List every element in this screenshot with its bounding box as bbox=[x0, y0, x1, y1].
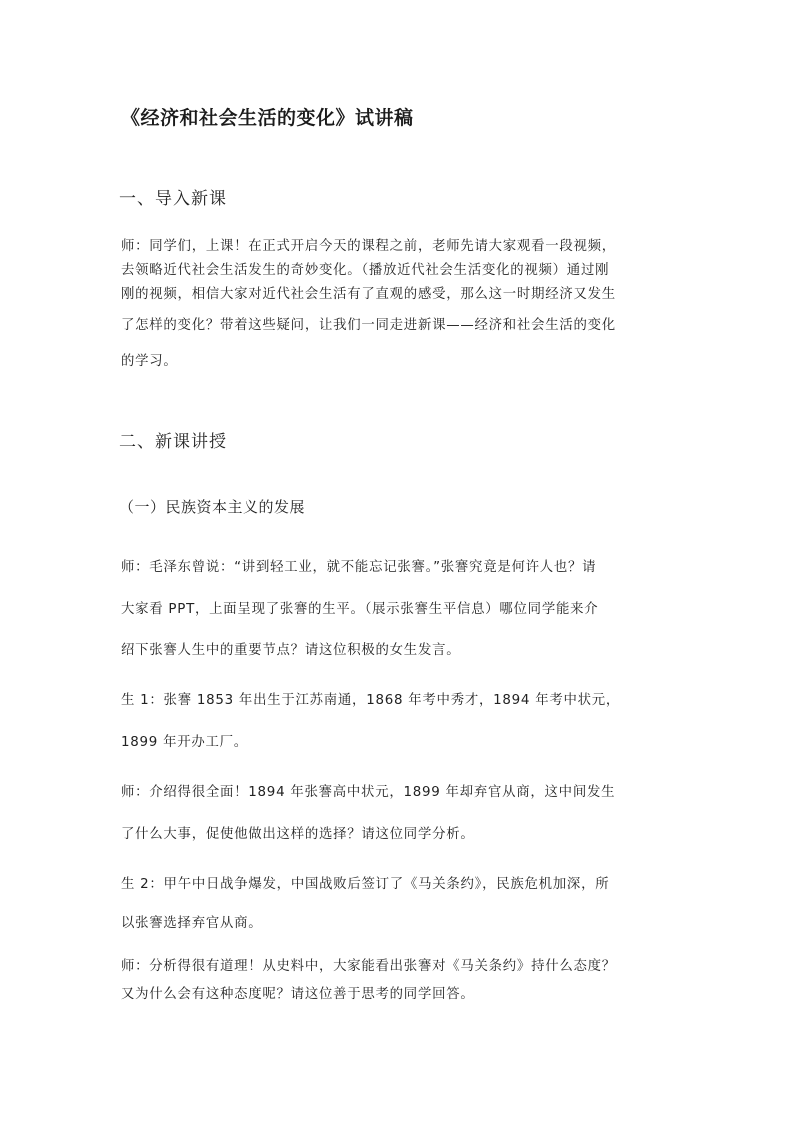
paragraph-line: 绍下张謇人生中的重要节点？请这位积极的女生发言。 bbox=[121, 643, 461, 658]
paragraph-line: 生 1：张謇 1853 年出生于江苏南通，1868 年考中秀才，1894 年考中状元， bbox=[121, 693, 621, 708]
paragraph-line: 以张謇选择弃官从商。 bbox=[121, 916, 263, 931]
paragraph-line: 师：毛泽东曾说：“讲到轻工业，就不能忘记张謇。”张謇究竟是何许人也？请 bbox=[121, 560, 597, 575]
paragraph-line: 了什么大事，促使他做出这样的选择？请这位同学分析。 bbox=[121, 827, 475, 842]
paragraph-line: 刚的视频，相信大家对近代社会生活有了直观的感受，那么这一时期经济又发生 bbox=[121, 287, 616, 302]
section-heading-intro: 一、导入新课 bbox=[119, 189, 227, 209]
document-title: 《经济和社会生活的变化》试讲稿 bbox=[121, 107, 414, 129]
paragraph-line: 又为什么会有这种态度呢？请这位善于思考的同学回答。 bbox=[121, 987, 475, 1002]
paragraph-line: 师：同学们，上课！在正式开启今天的课程之前，老师先请大家观看一段视频， bbox=[121, 239, 616, 254]
paragraph-line: 去领略近代社会生活发生的奇妙变化。（播放近代社会生活变化的视频）通过刚 bbox=[121, 263, 610, 278]
paragraph-line: 了怎样的变化？带着这些疑问，让我们一同走进新课——经济和社会生活的变化 bbox=[121, 318, 616, 333]
subsection-heading: （一）民族资本主义的发展 bbox=[119, 498, 306, 516]
paragraph-line: 师：介绍得很全面！1894 年张謇高中状元，1899 年却弃官从商，这中间发生 bbox=[121, 785, 616, 800]
paragraph-line: 1899 年开办工厂。 bbox=[121, 735, 248, 750]
paragraph-line: 的学习。 bbox=[121, 354, 178, 369]
paragraph-line: 生 2：甲午中日战争爆发，中国战败后签订了《马关条约》，民族危机加深，所 bbox=[121, 877, 610, 892]
section-heading-new-lesson: 二、新课讲授 bbox=[119, 432, 227, 452]
paragraph-line: 大家看 PPT，上面呈现了张謇的生平。（展示张謇生平信息）哪位同学能来介 bbox=[121, 602, 599, 617]
paragraph-line: 师：分析得很有道理！从史料中，大家能看出张謇对《马关条约》持什么态度？ bbox=[121, 959, 616, 974]
